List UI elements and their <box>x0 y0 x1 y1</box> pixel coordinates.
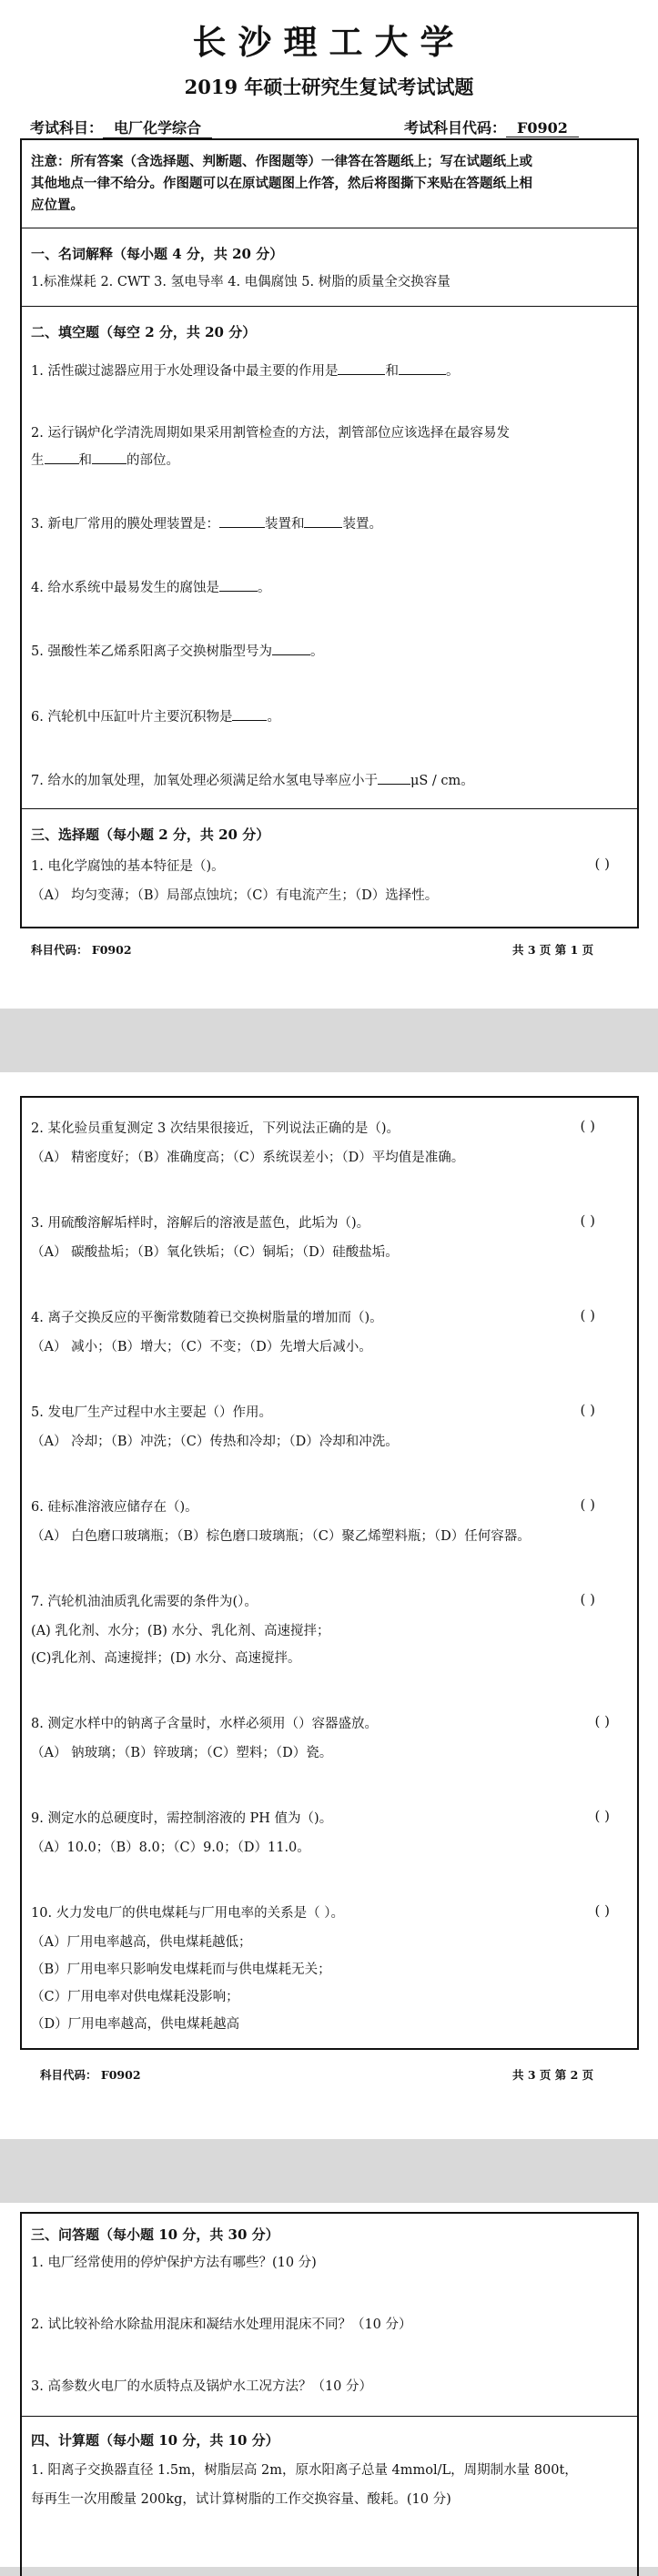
essay-question-2: 2. 试比较补给水除盐用混床和凝结水处理用混床不同？（10 分） <box>31 2317 412 2332</box>
choice-option-10b: （B）厂用电率只影响发电煤耗而与供电煤耗无关； <box>31 1962 331 1977</box>
fill-question-7: 7. 给水的加氧处理，加氧处理必须满足给水氢电导率应小于 μS / cm。 <box>31 774 474 788</box>
subject-code-value: F0902 <box>506 119 579 137</box>
choice-options-7b: (C)乳化剂、高速搅拌；(D) 水分、高速搅拌。 <box>31 1651 301 1666</box>
answer-blank <box>304 527 342 528</box>
answer-bracket: ( ) <box>580 1591 595 1607</box>
choice-options-3: （A） 碳酸盐垢；（B）氧化铁垢；（C）铜垢；（D）硅酸盐垢。 <box>31 1245 399 1260</box>
exam-title: 2019 年硕士研究生复试考试试题 <box>184 76 474 98</box>
choice-options-7a: (A) 乳化剂、水分；(B) 水分、乳化剂、高速搅拌； <box>31 1624 330 1638</box>
footer-page-number: 共 3 页 第 2 页 <box>512 2068 594 2082</box>
answer-bracket: ( ) <box>580 1402 595 1418</box>
answer-blank <box>232 720 267 721</box>
calc-question-1-cont: 每再生一次用酸量 200kg，试计算树脂的工作交换容量、酸耗。(10 分) <box>31 2492 451 2507</box>
answer-blank <box>378 784 410 785</box>
choice-question-3: 3. 用硫酸溶解垢样时，溶解后的溶液是蓝色，此垢为（)。 <box>31 1216 370 1231</box>
exam-page-1 <box>0 0 658 1009</box>
answer-blank <box>399 374 446 375</box>
answer-bracket: ( ) <box>580 1496 595 1513</box>
choice-options-8: （A） 钠玻璃；（B）锌玻璃；（C）塑料；（D）瓷。 <box>31 1746 333 1760</box>
subject-field <box>30 117 212 138</box>
fill-question-4: 4. 给水系统中最易发生的腐蚀是 。 <box>31 581 271 595</box>
section-title-fill: 二、填空题（每空 2 分，共 20 分） <box>31 324 257 340</box>
answer-blank <box>92 463 127 464</box>
subject-value: 电厂化学综合 <box>103 117 212 138</box>
fill-question-2-cont: 生 和 的部位。 <box>31 453 179 468</box>
notice-line: 注意：所有答案（含选择题、判断题、作图题等）一律答在答题纸上；写在试题纸上或 <box>31 154 532 169</box>
choice-options-4: （A） 减小；（B）增大；（C）不变；（D）先增大后减小。 <box>31 1340 372 1354</box>
fill-question-1: 1. 活性碳过滤器应用于水处理设备中最主要的作用是 和 。 <box>31 364 460 379</box>
answer-bracket: ( ) <box>594 1902 610 1919</box>
footer-subject-code: 科目代码： F0902 <box>40 2068 141 2082</box>
answer-blank <box>219 527 265 528</box>
answer-blank <box>45 463 79 464</box>
choice-question-8: 8. 测定水样中的钠离子含量时，水样必须用（）容器盛放。 <box>31 1717 378 1731</box>
choice-question-4: 4. 离子交换反应的平衡常数随着已交换树脂量的增加而（)。 <box>31 1311 383 1325</box>
answer-bracket: ( ) <box>580 1212 595 1229</box>
divider <box>22 808 637 809</box>
question-box-2 <box>20 1096 639 2050</box>
notice-line: 其他地点一律不给分。作图题可以在原试题图上作答，然后将图撕下来贴在答题纸上相 <box>31 176 532 191</box>
answer-bracket: ( ) <box>594 856 610 872</box>
section-title-calc: 四、计算题（每小题 10 分，共 10 分） <box>31 2432 279 2449</box>
choice-question-10: 10. 火力发电厂的供电煤耗与厂用电率的关系是（ ）。 <box>31 1906 345 1921</box>
subject-code-label: 考试科目代码： <box>404 119 507 137</box>
divider <box>22 2416 637 2417</box>
subject-label: 考试科目： <box>30 119 104 137</box>
footer-page-number: 共 3 页 第 1 页 <box>512 943 594 957</box>
exam-page-2 <box>0 1072 658 2139</box>
choice-options-9: （A）10.0；（B）8.0；（C）9.0；（D）11.0。 <box>31 1841 310 1855</box>
fill-question-3: 3. 新电厂常用的膜处理装置是： 装置和 装置。 <box>31 517 382 532</box>
answer-bracket: ( ) <box>594 1713 610 1729</box>
university-name: 长沙理工大学 <box>192 22 466 62</box>
question-box-1 <box>20 138 639 928</box>
essay-question-1: 1. 电厂经常使用的停炉保护方法有哪些？(10 分) <box>31 2256 317 2270</box>
answer-blank <box>272 654 310 655</box>
calc-question-1: 1. 阳离子交换器直径 1.5m，树脂层高 2m，原水阳离子总量 4mmol/L，周期制水量 800t， <box>31 2463 578 2478</box>
terms-list: 1.标准煤耗 2. CWT 3. 氢电导率 4. 电偶腐蚀 5. 树脂的质量全交换容量 <box>31 275 450 289</box>
exam-notice <box>31 151 627 217</box>
essay-question-3: 3. 高参数火电厂的水质特点及锅炉水工况方法？（10 分） <box>31 2379 373 2394</box>
subject-code-field <box>404 117 579 137</box>
answer-bracket: ( ) <box>594 1808 610 1824</box>
section-title-choice: 三、选择题（每小题 2 分，共 20 分） <box>31 827 270 843</box>
choice-question-6: 6. 硅标准溶液应储存在（)。 <box>31 1500 198 1515</box>
choice-option-10c: （C）厂用电率对供电煤耗没影响； <box>31 1990 239 2004</box>
answer-bracket: ( ) <box>580 1118 595 1134</box>
choice-options-2: （A） 精密度好；（B）准确度高；（C）系统误差小；（D）平均值是准确。 <box>31 1151 465 1165</box>
fill-question-6: 6. 汽轮机中压缸叶片主要沉积物是 。 <box>31 710 280 725</box>
choice-option-10d: （D）厂用电率越高，供电煤耗越高 <box>31 2017 240 2032</box>
choice-options-6: （A） 白色磨口玻璃瓶；（B）棕色磨口玻璃瓶；（C）聚乙烯塑料瓶；（D）任何容器。 <box>31 1529 531 1544</box>
fill-question-2: 2. 运行锅炉化学清洗周期如果采用割管检查的方法，割管部位应该选择在最容易发 <box>31 426 510 441</box>
footer-subject-code: 科目代码： F0902 <box>31 943 132 957</box>
choice-question-1: 1. 电化学腐蚀的基本特征是（)。 <box>31 859 225 874</box>
answer-blank <box>338 374 385 375</box>
choice-options-5: （A） 冷却；（B）冲洗；（C）传热和冷却；（D）冷却和冲洗。 <box>31 1435 399 1449</box>
notice-line: 应位置。 <box>31 198 84 213</box>
divider <box>22 306 637 307</box>
choice-option-10a: （A）厂用电率越高，供电煤耗越低； <box>31 1935 252 1950</box>
choice-options-1: （A） 均匀变薄；（B）局部点蚀坑；（C）有电流产生；（D）选择性。 <box>31 888 439 903</box>
question-box-3 <box>20 2212 639 2576</box>
answer-bracket: ( ) <box>580 1307 595 1323</box>
section-title-terms: 一、名词解释（每小题 4 分，共 20 分） <box>31 246 284 262</box>
exam-page-3 <box>0 2203 658 2567</box>
choice-question-7: 7. 汽轮机油油质乳化需要的条件为(）。 <box>31 1595 258 1609</box>
choice-question-5: 5. 发电厂生产过程中水主要起（）作用。 <box>31 1405 272 1420</box>
choice-question-9: 9. 测定水的总硬度时，需控制溶液的 PH 值为（)。 <box>31 1811 333 1826</box>
fill-question-5: 5. 强酸性苯乙烯系阳离子交换树脂型号为 。 <box>31 644 324 659</box>
section-title-essay: 三、问答题（每小题 10 分，共 30 分） <box>31 2226 279 2243</box>
answer-blank <box>219 591 258 592</box>
choice-question-2: 2. 某化验员重复测定 3 次结果很接近，下列说法正确的是（)。 <box>31 1121 400 1136</box>
